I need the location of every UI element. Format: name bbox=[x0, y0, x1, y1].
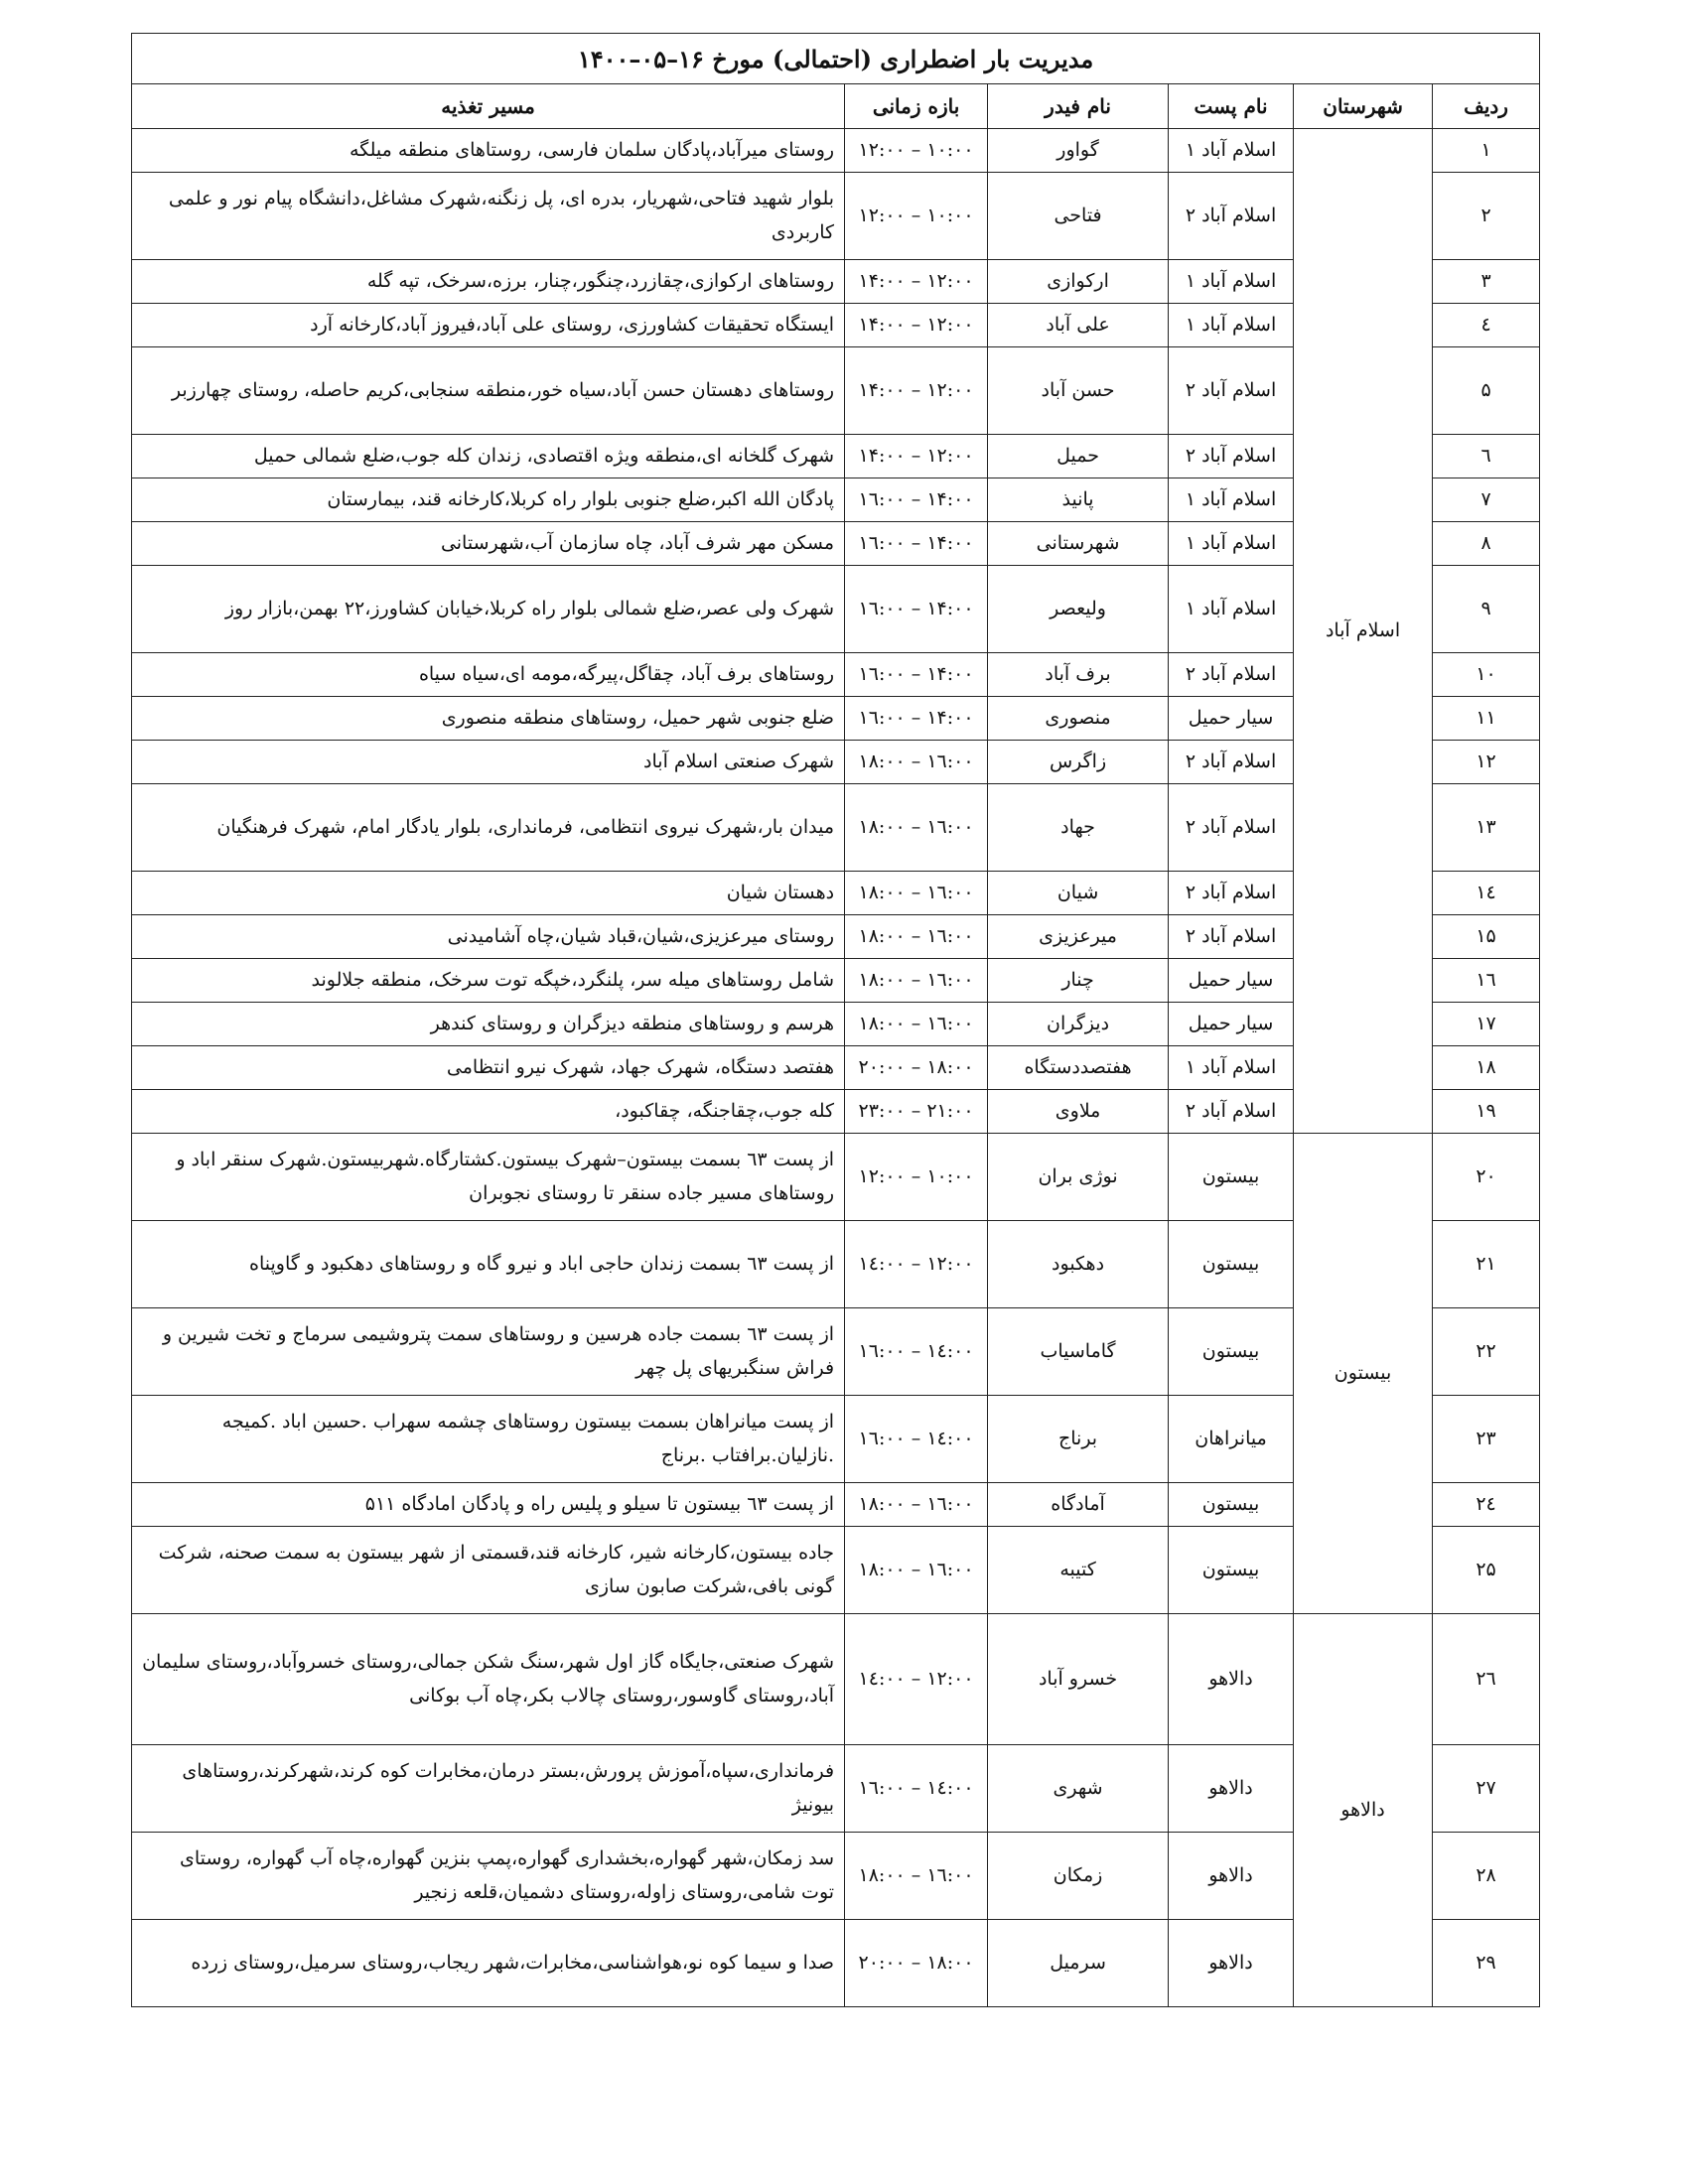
header-post: نام پست bbox=[1169, 84, 1294, 129]
post-cell: دالاهو bbox=[1169, 1920, 1294, 2007]
feeder-cell: ولیعصر bbox=[988, 566, 1169, 653]
route-cell: ضلع جنوبی شهر حمیل، روستاهای منطقه منصوری bbox=[132, 697, 845, 741]
post-cell: اسلام آباد ۲ bbox=[1169, 872, 1294, 915]
city-cell: اسلام آباد bbox=[1294, 129, 1433, 1134]
post-cell: اسلام آباد ۱ bbox=[1169, 522, 1294, 566]
table-row bbox=[132, 1614, 1540, 1745]
route-cell: شامل روستاهای میله سر، پلنگرد،خپگه توت سرخک، منطقه جلالوند bbox=[132, 959, 845, 1003]
route-cell: کله جوب،چقاجنگه، چقاکبود، bbox=[132, 1090, 845, 1134]
feeder-cell: سرمیل bbox=[988, 1920, 1169, 2007]
row-number-cell: ۱ bbox=[1433, 129, 1540, 173]
time-range-cell: ۲۰:۰۰ – ۱۸:۰۰ bbox=[845, 1920, 988, 2007]
row-number-cell: ۲۱ bbox=[1433, 1221, 1540, 1308]
post-cell: بیستون bbox=[1169, 1134, 1294, 1221]
route-cell: دهستان شیان bbox=[132, 872, 845, 915]
table-row bbox=[132, 1134, 1540, 1221]
feeder-cell: شیان bbox=[988, 872, 1169, 915]
time-range-cell: ۱۸:۰۰ – ۱٦:۰۰ bbox=[845, 872, 988, 915]
feeder-cell: آمادگاه bbox=[988, 1483, 1169, 1527]
time-range-cell: ۱۴:۰۰ – ۱۲:۰۰ bbox=[845, 347, 988, 435]
feeder-cell: جهاد bbox=[988, 784, 1169, 872]
time-range-cell: ۱۴:۰۰ – ۱۲:۰۰ bbox=[845, 304, 988, 347]
post-cell: اسلام آباد ۲ bbox=[1169, 347, 1294, 435]
time-range-cell: ۱٦:۰۰ – ۱٤:۰۰ bbox=[845, 1745, 988, 1833]
row-number-cell: ۱۰ bbox=[1433, 653, 1540, 697]
route-cell: شهرک گلخانه ای،منطقه ویژه اقتصادی، زندان کله جوب،ضلع شمالی حمیل bbox=[132, 435, 845, 478]
route-cell: از پست میانراهان بسمت بیستون روستاهای چشمه سهراب .حسین اباد .کمیجه .نازلیان.برافتاب .برناج bbox=[132, 1396, 845, 1483]
route-cell: شهرک صنعتی اسلام آباد bbox=[132, 741, 845, 784]
feeder-cell: ملاوی bbox=[988, 1090, 1169, 1134]
feeder-cell: میرعزیزی bbox=[988, 915, 1169, 959]
time-range-cell: ۱۴:۰۰ – ۱۲:۰۰ bbox=[845, 260, 988, 304]
row-number-cell: ۲٤ bbox=[1433, 1483, 1540, 1527]
row-number-cell: ۷ bbox=[1433, 478, 1540, 522]
feeder-cell: دیزگران bbox=[988, 1003, 1169, 1046]
route-cell: مسکن مهر شرف آباد، چاه سازمان آب،شهرستانی bbox=[132, 522, 845, 566]
post-cell: اسلام آباد ۱ bbox=[1169, 260, 1294, 304]
feeder-cell: پانیذ bbox=[988, 478, 1169, 522]
header-city: شهرستان bbox=[1294, 84, 1433, 129]
route-cell: میدان بار،شهرک نیروی انتظامی، فرمانداری، بلوار یادگار امام، شهرک فرهنگیان bbox=[132, 784, 845, 872]
header-row-number: ردیف bbox=[1433, 84, 1540, 129]
post-cell: اسلام آباد ۲ bbox=[1169, 915, 1294, 959]
post-cell: میانراهان bbox=[1169, 1396, 1294, 1483]
route-cell: جاده بیستون،کارخانه شیر، کارخانه قند،قسمتی از شهر بیستون به سمت صحنه، شرکت گونی بافی،شرکت صابون سازی bbox=[132, 1527, 845, 1614]
header-time-range: بازه زمانی bbox=[845, 84, 988, 129]
row-number-cell: ۸ bbox=[1433, 522, 1540, 566]
time-range-cell: ۱۸:۰۰ – ۱٦:۰۰ bbox=[845, 1527, 988, 1614]
post-cell: اسلام آباد ۲ bbox=[1169, 653, 1294, 697]
time-range-cell: ۱۸:۰۰ – ۱٦:۰۰ bbox=[845, 1483, 988, 1527]
row-number-cell: ۵ bbox=[1433, 347, 1540, 435]
feeder-cell: گاماسیاب bbox=[988, 1308, 1169, 1396]
time-range-cell: ۱٦:۰۰ – ۱۴:۰۰ bbox=[845, 697, 988, 741]
time-range-cell: ۱٦:۰۰ – ۱۴:۰۰ bbox=[845, 478, 988, 522]
time-range-cell: ۲۳:۰۰ – ۲۱:۰۰ bbox=[845, 1090, 988, 1134]
route-cell: روستای میرعزیزی،شیان،قباد شیان،چاه آشامیدنی bbox=[132, 915, 845, 959]
row-number-cell: ۲٦ bbox=[1433, 1614, 1540, 1745]
route-cell: سد زمکان،شهر گهواره،بخشداری گهواره،پمپ بنزین گهواره،چاه آب گهواره، روستای توت شامی،روستای زاوله،روستای دشمیان،قلعه زنجیر bbox=[132, 1833, 845, 1920]
time-range-cell: ۱٤:۰۰ – ۱۲:۰۰ bbox=[845, 1221, 988, 1308]
feeder-cell: چنار bbox=[988, 959, 1169, 1003]
row-number-cell: ۲۲ bbox=[1433, 1308, 1540, 1396]
time-range-cell: ۱۸:۰۰ – ۱٦:۰۰ bbox=[845, 784, 988, 872]
post-cell: بیستون bbox=[1169, 1308, 1294, 1396]
time-range-cell: ۱٦:۰۰ – ۱۴:۰۰ bbox=[845, 522, 988, 566]
time-range-cell: ۱۲:۰۰ – ۱۰:۰۰ bbox=[845, 1134, 988, 1221]
post-cell: اسلام آباد ۲ bbox=[1169, 741, 1294, 784]
post-cell: اسلام آباد ۲ bbox=[1169, 1090, 1294, 1134]
row-number-cell: ۱۵ bbox=[1433, 915, 1540, 959]
route-cell: از پست ٦۳ بسمت جاده هرسین و روستاهای سمت پتروشیمی سرماج و تخت شیرین و فراش سنگبریهای پل چهر bbox=[132, 1308, 845, 1396]
post-cell: دالاهو bbox=[1169, 1833, 1294, 1920]
route-cell: صدا و سیما کوه نو،هواشناسی،مخابرات،شهر ریجاب،روستای سرمیل،روستای زرده bbox=[132, 1920, 845, 2007]
row-number-cell: ۲۷ bbox=[1433, 1745, 1540, 1833]
feeder-cell: برناج bbox=[988, 1396, 1169, 1483]
post-cell: سیار حمیل bbox=[1169, 697, 1294, 741]
route-cell: روستای میرآباد،پادگان سلمان فارسی، روستاهای منطقه میلگه bbox=[132, 129, 845, 173]
time-range-cell: ۱۴:۰۰ – ۱۲:۰۰ bbox=[845, 435, 988, 478]
header-feeder: نام فیدر bbox=[988, 84, 1169, 129]
schedule-rows bbox=[132, 129, 1540, 2007]
time-range-cell: ۱۸:۰۰ – ۱٦:۰۰ bbox=[845, 741, 988, 784]
city-cell: بیستون bbox=[1294, 1134, 1433, 1614]
feeder-cell: شهرستانی bbox=[988, 522, 1169, 566]
time-range-cell: ۱۸:۰۰ – ۱٦:۰۰ bbox=[845, 915, 988, 959]
row-number-cell: ۱۸ bbox=[1433, 1046, 1540, 1090]
row-number-cell: ۳ bbox=[1433, 260, 1540, 304]
post-cell: دالاهو bbox=[1169, 1614, 1294, 1745]
feeder-cell: دهکبود bbox=[988, 1221, 1169, 1308]
post-cell: اسلام آباد ۱ bbox=[1169, 478, 1294, 522]
feeder-cell: علی آباد bbox=[988, 304, 1169, 347]
load-management-sheet bbox=[131, 33, 1539, 2007]
route-cell: هفتصد دستگاه، شهرک جهاد، شهرک نیرو انتظامی bbox=[132, 1046, 845, 1090]
time-range-cell: ۱٦:۰۰ – ۱٤:۰۰ bbox=[845, 1308, 988, 1396]
row-number-cell: ۱۷ bbox=[1433, 1003, 1540, 1046]
table-row bbox=[132, 129, 1540, 173]
route-cell: روستاهای دهستان حسن آباد،سیاه خور،منطقه سنجابی،کریم حاصله، روستای چهارزبر bbox=[132, 347, 845, 435]
row-number-cell: ۲۰ bbox=[1433, 1134, 1540, 1221]
route-cell: روستاهای ارکوازی،چقازرد،چنگور،چنار، برزه،سرخک، تپه گله bbox=[132, 260, 845, 304]
post-cell: بیستون bbox=[1169, 1221, 1294, 1308]
route-cell: روستاهای برف آباد، چقاگل،پیرگه،مومه ای،سیاه سیاه bbox=[132, 653, 845, 697]
row-number-cell: ٦ bbox=[1433, 435, 1540, 478]
row-number-cell: ۲۹ bbox=[1433, 1920, 1540, 2007]
post-cell: اسلام آباد ۱ bbox=[1169, 129, 1294, 173]
route-cell: ایستگاه تحقیقات کشاورزی، روستای علی آباد،فیروز آباد،کارخانه آرد bbox=[132, 304, 845, 347]
time-range-cell: ۱٤:۰۰ – ۱۲:۰۰ bbox=[845, 1614, 988, 1745]
route-cell: شهرک ولی عصر،ضلع شمالی بلوار راه کربلا،خیابان کشاورز،۲۲ بهمن،بازار روز bbox=[132, 566, 845, 653]
row-number-cell: ۱۹ bbox=[1433, 1090, 1540, 1134]
feeder-cell: حسن آباد bbox=[988, 347, 1169, 435]
time-range-cell: ۱٦:۰۰ – ۱٤:۰۰ bbox=[845, 1396, 988, 1483]
route-cell: بلوار شهید فتاحی،شهریار، بدره ای، پل زنگنه،شهرک مشاغل،دانشگاه پیام نور و علمی کاربردی bbox=[132, 173, 845, 260]
post-cell: بیستون bbox=[1169, 1483, 1294, 1527]
row-number-cell: ۱۲ bbox=[1433, 741, 1540, 784]
feeder-cell: گواور bbox=[988, 129, 1169, 173]
time-range-cell: ۱۸:۰۰ – ۱٦:۰۰ bbox=[845, 1003, 988, 1046]
feeder-cell: شهری bbox=[988, 1745, 1169, 1833]
row-number-cell: ۲۸ bbox=[1433, 1833, 1540, 1920]
feeder-cell: خسرو آباد bbox=[988, 1614, 1169, 1745]
post-cell: سیار حمیل bbox=[1169, 1003, 1294, 1046]
row-number-cell: ۲۳ bbox=[1433, 1396, 1540, 1483]
post-cell: اسلام آباد ۲ bbox=[1169, 784, 1294, 872]
feeder-cell: زاگرس bbox=[988, 741, 1169, 784]
time-range-cell: ۱۸:۰۰ – ۱٦:۰۰ bbox=[845, 959, 988, 1003]
route-cell: شهرک صنعتی،جایگاه گاز اول شهر،سنگ شکن جمالی،روستای خسروآباد،روستای سلیمان آباد،روستای گاوسور،روستای چالاب بکر،چاه آب بوکانی bbox=[132, 1614, 845, 1745]
feeder-cell: کتیبه bbox=[988, 1527, 1169, 1614]
post-cell: بیستون bbox=[1169, 1527, 1294, 1614]
time-range-cell: ۱۲:۰۰ – ۱۰:۰۰ bbox=[845, 173, 988, 260]
row-number-cell: ۱٦ bbox=[1433, 959, 1540, 1003]
row-number-cell: ۱۳ bbox=[1433, 784, 1540, 872]
time-range-cell: ۱٦:۰۰ – ۱۴:۰۰ bbox=[845, 653, 988, 697]
route-cell: از پست ٦۳ بسمت بیستون–شهرک بیستون.کشتارگاه.شهربیستون.شهرک سنقر اباد و روستاهای مسیر جاده سنقر تا روستای نجوبران bbox=[132, 1134, 845, 1221]
feeder-cell: هفتصددستگاه bbox=[988, 1046, 1169, 1090]
feeder-cell: زمکان bbox=[988, 1833, 1169, 1920]
route-cell: هرسم و روستاهای منطقه دیزگران و روستای کندهر bbox=[132, 1003, 845, 1046]
load-schedule-table bbox=[131, 33, 1540, 2007]
post-cell: اسلام آباد ۲ bbox=[1169, 435, 1294, 478]
post-cell: دالاهو bbox=[1169, 1745, 1294, 1833]
row-number-cell: ۱۱ bbox=[1433, 697, 1540, 741]
post-cell: اسلام آباد ۱ bbox=[1169, 1046, 1294, 1090]
row-number-cell: ۲ bbox=[1433, 173, 1540, 260]
feeder-cell: برف آباد bbox=[988, 653, 1169, 697]
post-cell: اسلام آباد ۲ bbox=[1169, 173, 1294, 260]
page-title: مدیریت بار اضطراری (احتمالی) مورخ ۱۶–۰۵–۱۴۰۰ bbox=[132, 34, 1540, 84]
feeder-cell: ارکوازی bbox=[988, 260, 1169, 304]
time-range-cell: ۲۰:۰۰ – ۱۸:۰۰ bbox=[845, 1046, 988, 1090]
feeder-cell: حمیل bbox=[988, 435, 1169, 478]
time-range-cell: ۱٦:۰۰ – ۱۴:۰۰ bbox=[845, 566, 988, 653]
route-cell: پادگان الله اکبر،ضلع جنوبی بلوار راه کربلا،کارخانه قند، بیمارستان bbox=[132, 478, 845, 522]
city-cell: دالاهو bbox=[1294, 1614, 1433, 2007]
route-cell: فرمانداری،سپاه،آموزش پرورش،بستر درمان،مخابرات کوه کرند،شهرکرند،روستاهای بیونیژ bbox=[132, 1745, 845, 1833]
route-cell: از پست ٦۳ بسمت زندان حاجی اباد و نیرو گاه و روستاهای دهکبود و گاوپناه bbox=[132, 1221, 845, 1308]
time-range-cell: ۱۸:۰۰ – ۱٦:۰۰ bbox=[845, 1833, 988, 1920]
feeder-cell: نوژی بران bbox=[988, 1134, 1169, 1221]
row-number-cell: ۱٤ bbox=[1433, 872, 1540, 915]
post-cell: اسلام آباد ۱ bbox=[1169, 566, 1294, 653]
post-cell: سیار حمیل bbox=[1169, 959, 1294, 1003]
row-number-cell: ٤ bbox=[1433, 304, 1540, 347]
header-route: مسیر تغذیه bbox=[132, 84, 845, 129]
feeder-cell: فتاحی bbox=[988, 173, 1169, 260]
post-cell: اسلام آباد ۱ bbox=[1169, 304, 1294, 347]
row-number-cell: ۲۵ bbox=[1433, 1527, 1540, 1614]
row-number-cell: ۹ bbox=[1433, 566, 1540, 653]
route-cell: از پست ٦۳ بیستون تا سیلو و پلیس راه و پادگان امادگاه ۵۱۱ bbox=[132, 1483, 845, 1527]
time-range-cell: ۱۲:۰۰ – ۱۰:۰۰ bbox=[845, 129, 988, 173]
feeder-cell: منصوری bbox=[988, 697, 1169, 741]
